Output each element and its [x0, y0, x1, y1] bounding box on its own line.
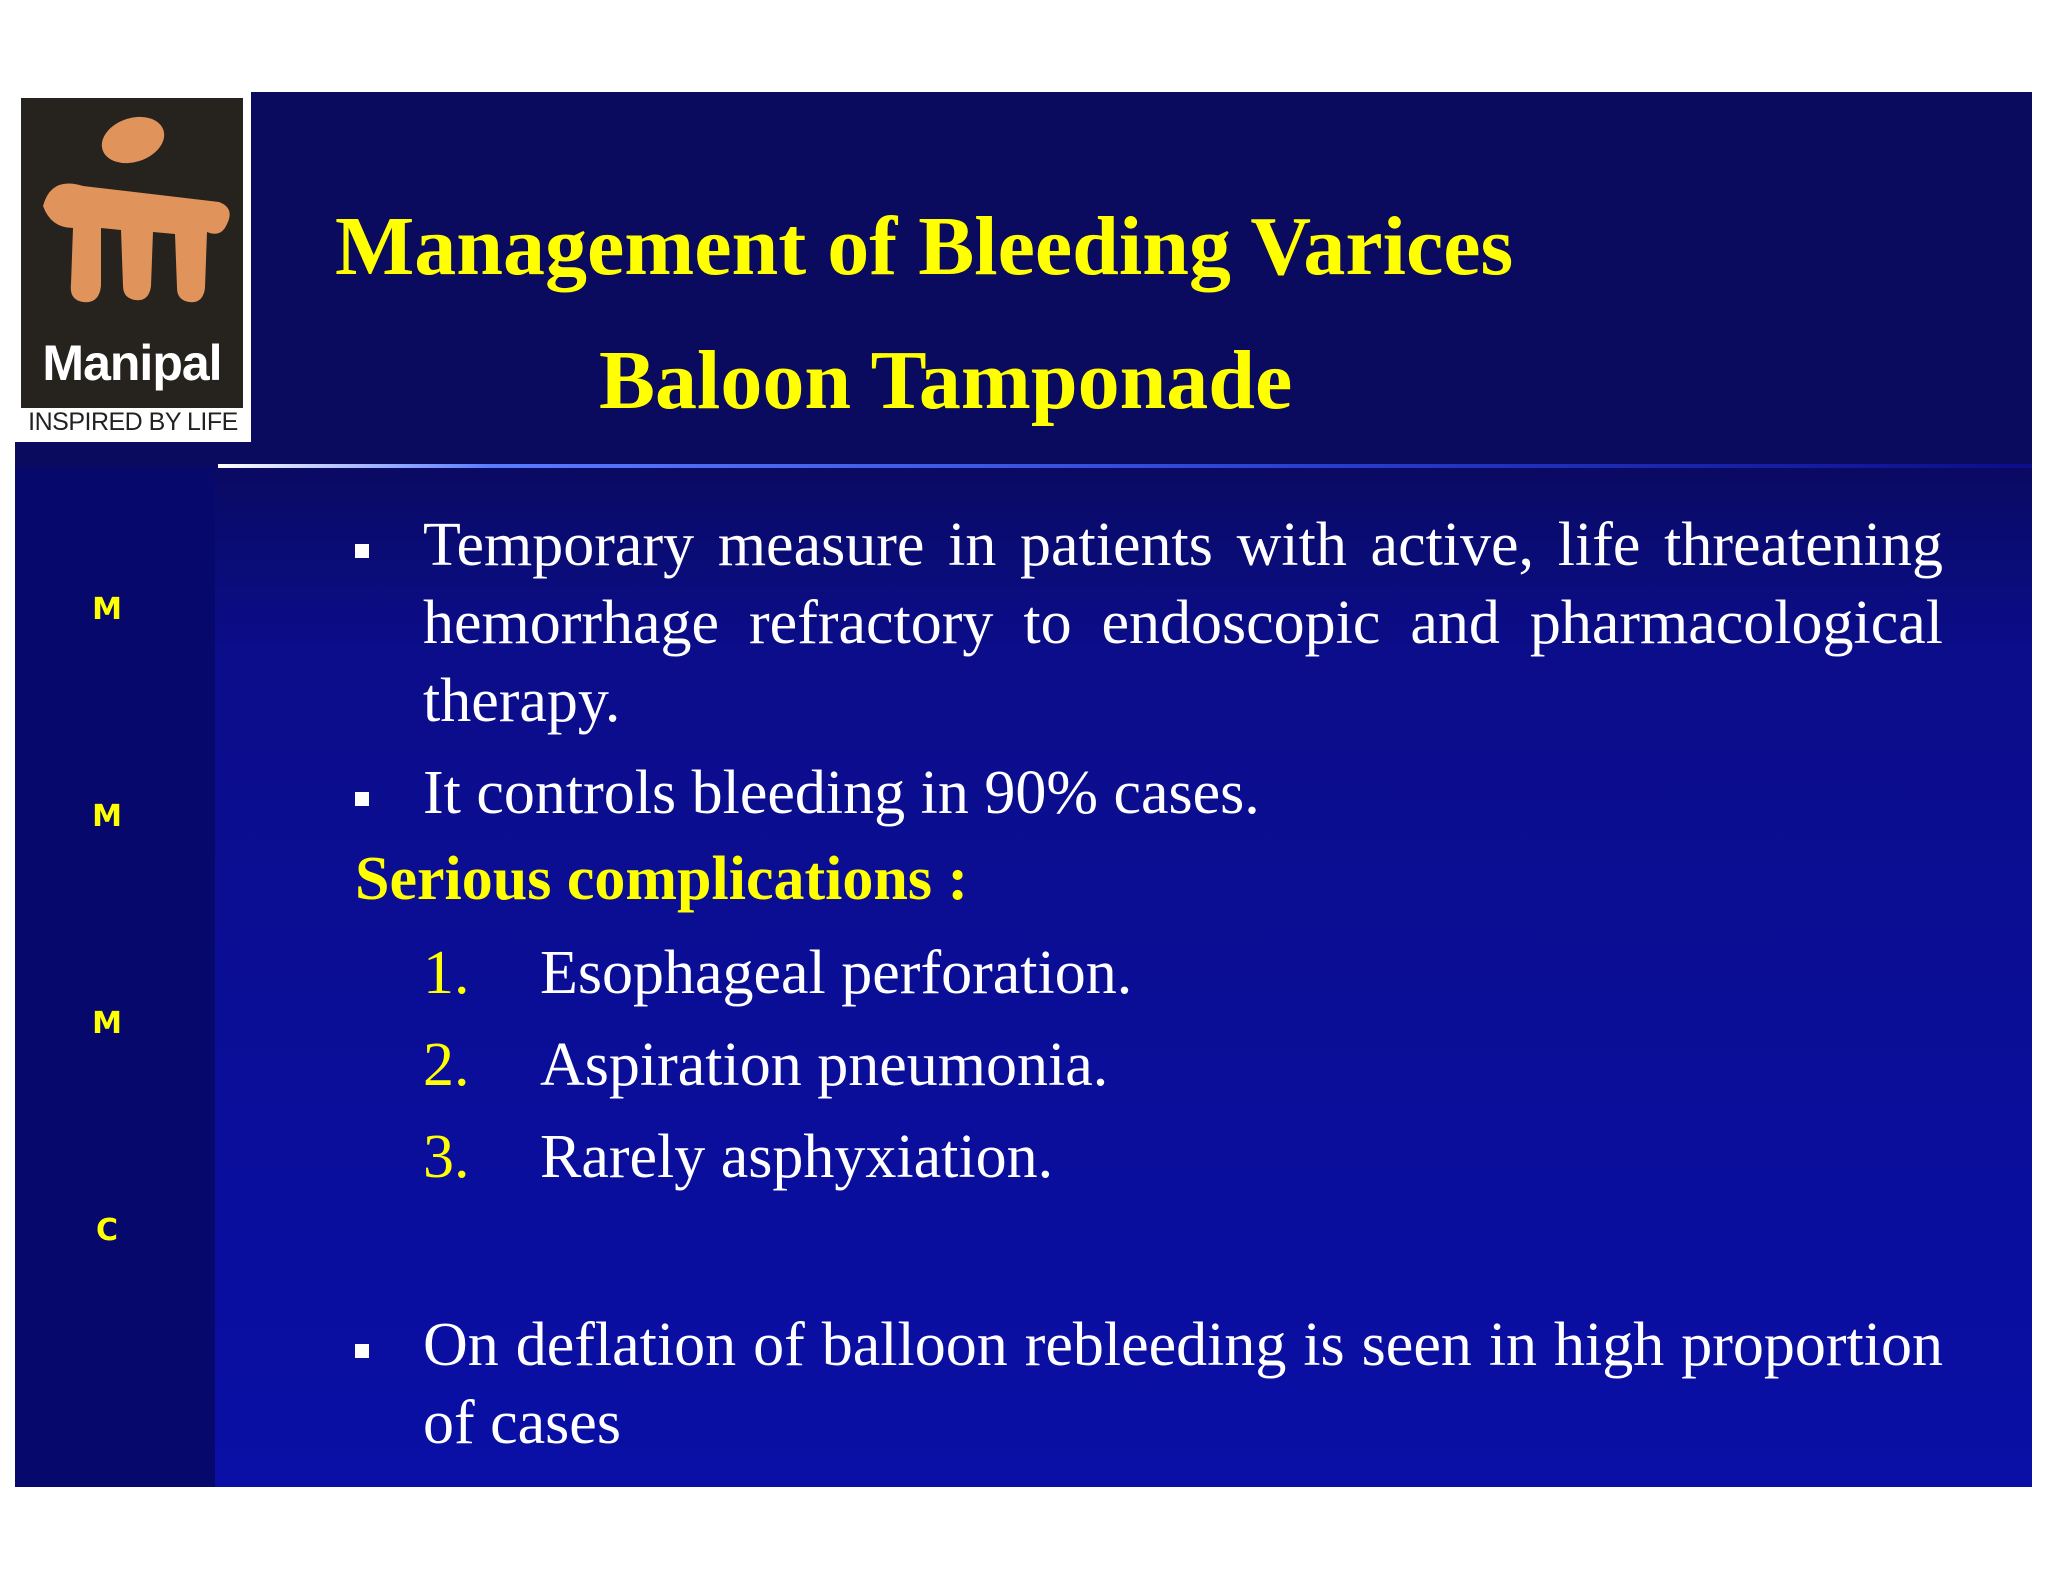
header-divider [218, 464, 2032, 468]
bullet-controls-bleeding: It controls bleeding in 90% cases. [423, 759, 1260, 827]
logo-tagline: INSPIRED BY LIFE [28, 408, 238, 436]
complication-item: Aspiration pneumonia. [540, 1031, 1109, 1099]
bullet-marker [355, 544, 369, 558]
bullet-deflation: On deflation of balloon rebleeding is seen in high proportion of cases [423, 1311, 1943, 1457]
slide-subtitle: Baloon Tamponade [599, 334, 1293, 427]
complications-heading: Serious complications : [355, 845, 969, 913]
logo-brand-name: Manipal [42, 335, 222, 391]
bullet-marker [355, 792, 369, 806]
manipal-logo [15, 92, 251, 442]
complication-item: Rarely asphyxiation. [540, 1123, 1054, 1191]
side-letter-m1: M [92, 592, 122, 627]
side-letter-c: C [95, 1213, 119, 1248]
side-letter-m2: M [92, 799, 122, 834]
complication-number: 3. [423, 1123, 470, 1191]
complication-number: 2. [423, 1031, 470, 1099]
slide-title: Management of Bleeding Varices [335, 200, 1514, 293]
manipal-symbol-icon [21, 98, 243, 330]
side-letter-m3: M [92, 1006, 122, 1041]
bullet-marker [355, 1344, 369, 1358]
logo-panel [21, 98, 243, 408]
slide [15, 92, 2032, 1487]
bullet-temporary-measure: Temporary measure in patients with active, life threatening hemorrhage refractory to endoscopic and pharmacological therapy. [423, 511, 1943, 735]
complication-number: 1. [423, 939, 470, 1007]
complication-item: Esophageal perforation. [540, 939, 1133, 1007]
